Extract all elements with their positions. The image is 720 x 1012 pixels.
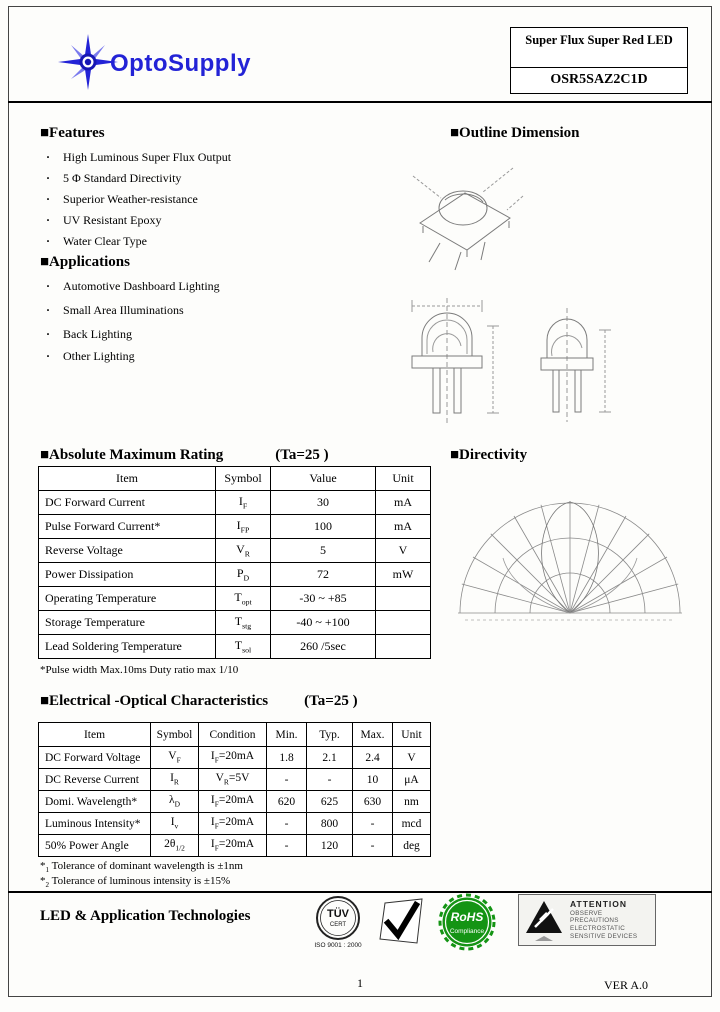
feature-item: · 5 Φ Standard Directivity — [46, 171, 181, 186]
cell-unit: μA — [393, 769, 431, 791]
cell-unit: mW — [376, 563, 431, 587]
cell-unit: V — [376, 539, 431, 563]
cell-value: -40 ~ +100 — [271, 611, 376, 635]
cell-min: 1.8 — [267, 747, 307, 769]
cell-condition: $I_F=20mA$ — [199, 791, 267, 813]
directivity-heading: ■Directivity — [450, 447, 528, 463]
cell-max: 630 — [353, 791, 393, 813]
cell-max: - — [353, 835, 393, 857]
cell-unit — [376, 611, 431, 635]
cell-unit — [376, 635, 431, 659]
cell-item: Luminous Intensity* — [39, 813, 151, 835]
cell-unit — [376, 587, 431, 611]
cell-condition: $V_R=5V$ — [199, 769, 267, 791]
abs-max-footnote: *Pulse width Max.10ms Duty ratio max 1/10 — [40, 664, 239, 676]
cell-condition: $I_F=20mA$ — [199, 835, 267, 857]
cell-condition: $I_F=20mA$ — [199, 747, 267, 769]
cell-max: 10 — [353, 769, 393, 791]
cell-symbol: $T_{opt}$ — [216, 587, 271, 611]
attention-title: ATTENTION — [570, 898, 628, 909]
cell-value: 100 — [271, 515, 376, 539]
cell-symbol: $I_R$ — [151, 769, 199, 791]
cell-min: - — [267, 769, 307, 791]
cell-typ: 625 — [307, 791, 353, 813]
col-header-max: Max. — [353, 723, 393, 747]
cell-item: Storage Temperature — [39, 611, 216, 635]
table-row — [39, 587, 431, 611]
cell-item: Lead Soldering Temperature — [39, 635, 216, 659]
feature-item: · Superior Weather-resistance — [46, 192, 198, 207]
table-header-row — [39, 723, 431, 747]
cell-max: - — [353, 813, 393, 835]
cell-typ: 120 — [307, 835, 353, 857]
cell-symbol: $2\theta_{1/2}$ — [151, 835, 199, 857]
table-row — [39, 635, 431, 659]
cell-value: 72 — [271, 563, 376, 587]
product-title-box — [510, 27, 688, 94]
rohs-logo — [438, 893, 496, 951]
cell-min: - — [267, 835, 307, 857]
table-row — [39, 747, 431, 769]
col-header-min: Min. — [267, 723, 307, 747]
features-heading: ■Features — [40, 125, 105, 141]
application-item: · Small Area Illuminations — [46, 303, 184, 318]
table-row — [39, 563, 431, 587]
cell-unit: V — [393, 747, 431, 769]
electro-optical-table — [38, 722, 431, 857]
col-header-unit: Unit — [376, 467, 431, 491]
cell-symbol: $I_F$ — [216, 491, 271, 515]
esd-attention-box — [518, 894, 656, 946]
application-item: · Automotive Dashboard Lighting — [46, 279, 220, 294]
cell-value: 30 — [271, 491, 376, 515]
cell-symbol: $V_F$ — [151, 747, 199, 769]
abs-max-heading — [40, 447, 329, 464]
eo-condition: (Ta=25 ) — [304, 693, 358, 709]
cell-typ: 2.1 — [307, 747, 353, 769]
svg-text:CERT: CERT — [329, 922, 347, 928]
table-row — [39, 791, 431, 813]
applications-heading: ■Applications — [40, 254, 130, 270]
cell-symbol: $I_v$ — [151, 813, 199, 835]
cell-typ: - — [307, 769, 353, 791]
part-number: OSR5SAZ2C1D — [550, 72, 648, 87]
col-header-value: Value — [271, 467, 376, 491]
cell-item: Pulse Forward Current* — [39, 515, 216, 539]
cell-value: 260 /5sec — [271, 635, 376, 659]
company-tagline: LED & Application Technologies — [40, 908, 251, 924]
feature-item: · UV Resistant Epoxy — [46, 213, 161, 228]
cell-symbol: $P_D$ — [216, 563, 271, 587]
footer-divider — [8, 891, 712, 893]
cell-symbol: $I_{FP}$ — [216, 515, 271, 539]
svg-text:RoHS: RoHS — [450, 910, 484, 924]
cell-item: DC Forward Current — [39, 491, 216, 515]
tuv-cert-logo — [308, 895, 368, 951]
cell-item: Power Dissipation — [39, 563, 216, 587]
cell-item: Operating Temperature — [39, 587, 216, 611]
certification-check-icon — [378, 897, 424, 945]
table-row — [39, 835, 431, 857]
eo-heading-text: ■Electrical -Optical Characteristics — [40, 693, 269, 709]
feature-item: · High Luminous Super Flux Output — [46, 150, 231, 165]
cell-value: -30 ~ +85 — [271, 587, 376, 611]
cell-item: Domi. Wavelength* — [39, 791, 151, 813]
svg-text:TÜV: TÜV — [327, 908, 349, 920]
cell-typ: 800 — [307, 813, 353, 835]
optosupply-logo-icon — [58, 32, 118, 92]
table-row — [39, 813, 431, 835]
eo-heading — [40, 693, 358, 710]
cell-unit: deg — [393, 835, 431, 857]
outline-dimension-drawing — [395, 148, 695, 440]
table-row — [39, 515, 431, 539]
col-header-unit: Unit — [393, 723, 431, 747]
svg-text:Compliance: Compliance — [449, 928, 485, 935]
cell-symbol: $T_{sol}$ — [216, 635, 271, 659]
table-header-row — [39, 467, 431, 491]
feature-item: · Water Clear Type — [46, 234, 147, 249]
cell-unit: mA — [376, 491, 431, 515]
directivity-diagram — [455, 468, 685, 628]
cell-symbol: $V_R$ — [216, 539, 271, 563]
cell-symbol: $T_{stg}$ — [216, 611, 271, 635]
cell-condition: $I_F=20mA$ — [199, 813, 267, 835]
table-row — [39, 769, 431, 791]
header-divider — [8, 101, 712, 103]
cell-min: 620 — [267, 791, 307, 813]
cell-item: 50% Power Angle — [39, 835, 151, 857]
eo-footnote-2: $*_2$ Tolerance of luminous intensity is ±15% — [40, 875, 231, 890]
cell-max: 2.4 — [353, 747, 393, 769]
table-row — [39, 539, 431, 563]
esd-warning-text: ATTENTION OBSERVE PRECAUTIONS ELECTROSTATIC SENSITIVE DEVICES — [570, 899, 650, 941]
application-item: · Back Lighting — [46, 327, 132, 342]
cell-item: DC Forward Voltage — [39, 747, 151, 769]
cell-item: DC Reverse Current — [39, 769, 151, 791]
outline-dimension-heading: ■Outline Dimension — [450, 125, 580, 141]
svg-text:ISO 9001 : 2000: ISO 9001 : 2000 — [314, 942, 362, 949]
col-header-condition: Condition — [199, 723, 267, 747]
cell-item: Reverse Voltage — [39, 539, 216, 563]
col-header-symbol: Symbol — [216, 467, 271, 491]
version-label: VER A.0 — [604, 978, 649, 992]
cell-value: 5 — [271, 539, 376, 563]
col-header-typ: Typ. — [307, 723, 353, 747]
cell-unit: mcd — [393, 813, 431, 835]
cell-unit: nm — [393, 791, 431, 813]
product-title: Super Flux Super Red LED — [511, 28, 687, 68]
table-row — [39, 491, 431, 515]
col-header-item: Item — [39, 467, 216, 491]
table-row — [39, 611, 431, 635]
brand-name: OptoSupply — [110, 50, 251, 77]
col-header-symbol: Symbol — [151, 723, 199, 747]
absolute-maximum-rating-table — [38, 466, 431, 659]
cell-symbol: $\lambda_D$ — [151, 791, 199, 813]
abs-max-heading-text: ■Absolute Maximum Rating — [40, 447, 224, 463]
col-header-item: Item — [39, 723, 151, 747]
cell-min: - — [267, 813, 307, 835]
page-number: 1 — [357, 976, 363, 990]
abs-max-condition: (Ta=25 ) — [275, 447, 329, 463]
application-item: · Other Lighting — [46, 349, 135, 364]
eo-footnote-1: $*_1$ Tolerance of dominant wavelength is ±1nm — [40, 860, 243, 875]
cell-unit: mA — [376, 515, 431, 539]
esd-warning-icon — [524, 898, 564, 942]
